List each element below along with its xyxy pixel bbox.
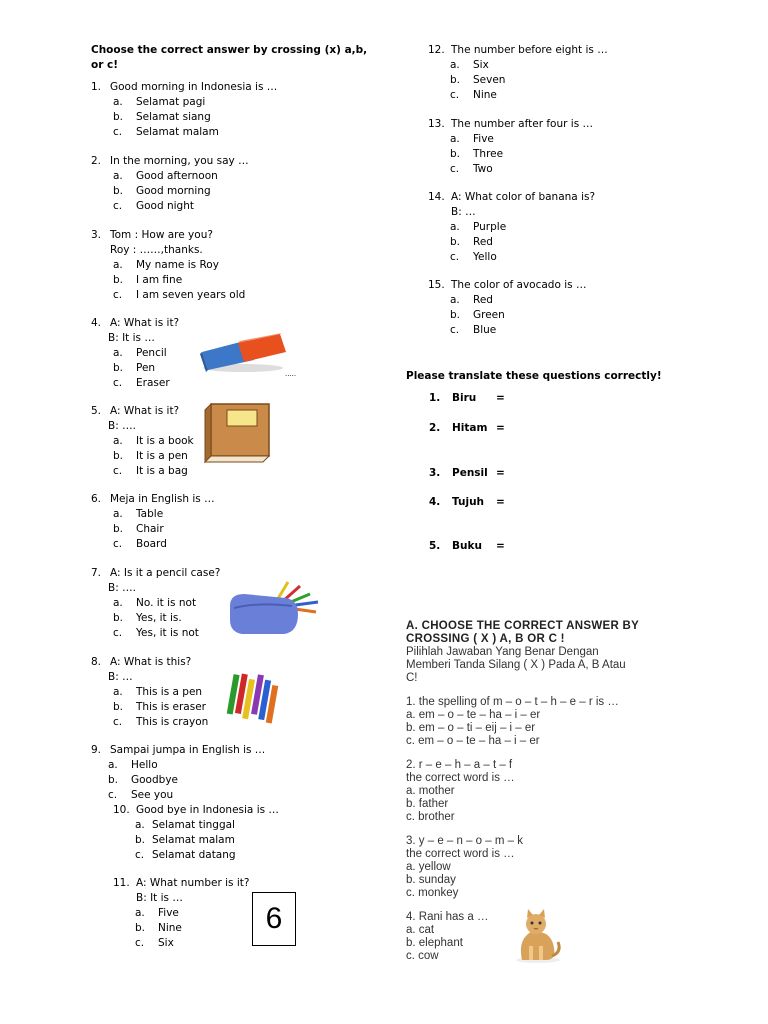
question-number: 11. (113, 877, 130, 889)
option-c[interactable]: c. Blue (450, 324, 497, 336)
question-number: 8. (91, 656, 102, 668)
question-15 (428, 278, 586, 338)
translate-title: Please translate these questions correctly! (406, 370, 662, 382)
option-c[interactable]: c. monkey (406, 887, 459, 899)
answer-blank[interactable]: = (496, 467, 505, 479)
section-title: A. CHOOSE THE CORRECT ANSWER BY (406, 620, 640, 632)
option-b[interactable]: b. Three (450, 148, 504, 160)
question-number: 4. (91, 317, 102, 329)
option-a[interactable]: a. Table (113, 508, 164, 520)
option-c[interactable]: c. Selamat malam (113, 126, 219, 138)
question-text-2: B: It is … (136, 892, 183, 904)
question-text: Meja in English is … (110, 493, 215, 505)
question-9 (91, 743, 265, 803)
question-text: A: Is it a pencil case? (110, 567, 221, 579)
book-image (203, 402, 273, 467)
question-text: The color of avocado is … (451, 279, 587, 291)
translate-item: 1. Biru = (429, 392, 505, 404)
option-b[interactable]: b. Nine (135, 922, 182, 934)
option-c[interactable]: c. Board (113, 538, 167, 550)
question-text: A: What is it? (110, 317, 180, 329)
question-number: 1. (91, 81, 102, 93)
eraser-image (198, 330, 288, 378)
question-4 (91, 316, 179, 391)
question-number: 2. (91, 155, 102, 167)
option-a[interactable]: a. No. it is not (113, 597, 197, 609)
option-b[interactable]: b. sunday (406, 874, 456, 886)
question-text-2: B: …. (108, 420, 136, 432)
question-text: Good bye in Indonesia is … (136, 804, 279, 816)
dots: ..... (285, 370, 297, 378)
section-a (406, 620, 639, 685)
section-a-question-4 (406, 911, 488, 963)
question-text-2: B: …. (108, 582, 136, 594)
option-b[interactable]: b. elephant (406, 937, 463, 949)
option-a[interactable]: a. em – o – te – ha – i – er (406, 709, 541, 721)
option-a[interactable]: a. Selamat pagi (113, 96, 206, 108)
question-text: Tom : How are you? (110, 229, 213, 241)
option-b[interactable]: b. I am fine (113, 274, 183, 286)
option-c[interactable]: c. Two (450, 163, 493, 175)
option-b[interactable]: b. Good morning (113, 185, 211, 197)
question-6 (91, 492, 215, 552)
question-text-2: B: It is … (108, 332, 155, 344)
question-text: A: What number is it? (136, 877, 250, 889)
option-a[interactable]: a. Red (450, 294, 493, 306)
option-b[interactable]: b. Red (450, 236, 493, 248)
question-text: A: What color of banana is? (451, 191, 596, 203)
option-b[interactable]: b. Selamat malam (135, 834, 235, 846)
answer-blank[interactable]: = (496, 392, 505, 404)
section-subtitle: Pilihlah Jawaban Yang Benar Dengan (406, 646, 599, 658)
option-a[interactable]: a. It is a book (113, 435, 194, 447)
question-text: Good morning in Indonesia is … (110, 81, 278, 93)
question-2 (91, 154, 249, 214)
question-number: 9. (91, 744, 102, 756)
option-c[interactable]: c. Nine (450, 89, 497, 101)
question-10 (113, 803, 279, 863)
question-text-2: the correct word is … (406, 848, 515, 860)
question-text: 1. the spelling of m – o – t – h – e – r is … (406, 696, 619, 708)
question-text-2: the correct word is … (406, 772, 515, 784)
option-b[interactable]: b. This is eraser (113, 701, 206, 713)
section-title: CROSSING ( X ) A, B OR C ! (406, 633, 565, 645)
cat-image (512, 908, 564, 967)
answer-blank[interactable]: = (496, 496, 505, 508)
translate-item: 3. Pensil = (429, 467, 505, 479)
option-a[interactable]: a. Purple (450, 221, 507, 233)
translate-item: 2. Hitam = (429, 422, 505, 434)
instruction-line: or c! (91, 59, 119, 71)
question-number: 15. (428, 279, 445, 291)
question-14 (428, 190, 595, 265)
option-b[interactable]: b. It is a pen (113, 450, 188, 462)
answer-blank[interactable]: = (496, 540, 505, 552)
question-text: A: What is it? (110, 405, 180, 417)
question-number: 10. (113, 804, 130, 816)
answer-blank[interactable]: = (496, 422, 505, 434)
question-5 (91, 404, 194, 479)
translate-item: 5. Buku = (429, 540, 505, 552)
option-c[interactable]: c. Six (135, 937, 174, 949)
option-a[interactable]: a. yellow (406, 861, 451, 873)
section-subtitle: Memberi Tanda Silang ( X ) Pada A, B Atau (406, 659, 626, 671)
option-a[interactable]: a. Selamat tinggal (135, 819, 235, 831)
question-number: 7. (91, 567, 102, 579)
question-3 (91, 228, 245, 303)
instructions (91, 43, 367, 73)
option-c[interactable]: c. Selamat datang (135, 849, 236, 861)
question-text-2: B: … (451, 206, 476, 218)
option-c[interactable]: c. cow (406, 950, 439, 962)
translate-item: 4. Tujuh = (429, 496, 505, 508)
question-number: 14. (428, 191, 445, 203)
option-c[interactable]: c. Yello (450, 251, 497, 263)
question-1 (91, 80, 277, 140)
question-number: 6. (91, 493, 102, 505)
option-a[interactable]: a. My name is Roy (113, 259, 219, 271)
section-subtitle: C! (406, 672, 418, 684)
question-7 (91, 566, 220, 641)
option-c[interactable]: c. See you (108, 789, 174, 801)
option-a[interactable]: a. Five (135, 907, 179, 919)
question-number: 12. (428, 44, 445, 56)
option-c[interactable]: c. em – o – te – ha – i – er (406, 735, 540, 747)
option-b[interactable]: b. em – o – ti – eij – i – er (406, 722, 536, 734)
section-a-question-2 (406, 759, 515, 824)
option-c[interactable]: c. This is crayon (113, 716, 209, 728)
question-text-2: Roy : ……,thanks. (110, 244, 203, 256)
option-b[interactable]: b. Seven (450, 74, 506, 86)
question-text: 2. r – e – h – a – t – f (406, 759, 513, 771)
option-c[interactable]: c. Yes, it is not (113, 627, 199, 639)
question-11 (113, 876, 249, 951)
question-text: 3. y – e – n – o – m – k (406, 835, 523, 847)
option-b[interactable]: b. Goodbye (108, 774, 178, 786)
option-b[interactable]: b. Green (450, 309, 505, 321)
question-12 (428, 43, 608, 103)
option-b[interactable]: b. Chair (113, 523, 164, 535)
instruction-line: Choose the correct answer by crossing (x) a,b, (91, 44, 368, 56)
question-number: 13. (428, 118, 445, 130)
option-b[interactable]: b. Selamat siang (113, 111, 211, 123)
number-box: 6 (252, 892, 296, 946)
question-number: 3. (91, 229, 102, 241)
option-b[interactable]: b. father (406, 798, 449, 810)
question-number: 5. (91, 405, 102, 417)
option-c[interactable]: c. It is a bag (113, 465, 188, 477)
question-text: 4. Rani has a … (406, 911, 489, 923)
question-text: The number before eight is … (451, 44, 608, 56)
pencil-case-image (228, 580, 324, 641)
option-a[interactable]: a. Good afternoon (113, 170, 218, 182)
question-text: The number after four is … (451, 118, 594, 130)
option-a[interactable]: a. mother (406, 785, 455, 797)
option-a[interactable]: a. Six (450, 59, 489, 71)
question-text: Sampai jumpa in English is … (110, 744, 266, 756)
option-a[interactable]: a. cat (406, 924, 435, 936)
option-b[interactable]: b. Yes, it is. (113, 612, 182, 624)
option-c[interactable]: c. Good night (113, 200, 194, 212)
option-a[interactable]: a. Pencil (113, 347, 167, 359)
section-a-question-1 (406, 696, 619, 748)
option-a[interactable]: a. This is a pen (113, 686, 203, 698)
crayons-image (226, 670, 282, 727)
question-text-2: B: … (108, 671, 133, 683)
option-c[interactable]: c. Eraser (113, 377, 170, 389)
question-text: A: What is this? (110, 656, 192, 668)
question-text: In the morning, you say … (110, 155, 249, 167)
section-a-question-3 (406, 835, 523, 900)
option-a[interactable]: a. Five (450, 133, 494, 145)
option-c[interactable]: c. brother (406, 811, 455, 823)
question-8 (91, 655, 208, 730)
question-13 (428, 117, 593, 177)
option-c[interactable]: c. I am seven years old (113, 289, 246, 301)
option-a[interactable]: a. Hello (108, 759, 158, 771)
option-b[interactable]: b. Pen (113, 362, 156, 374)
